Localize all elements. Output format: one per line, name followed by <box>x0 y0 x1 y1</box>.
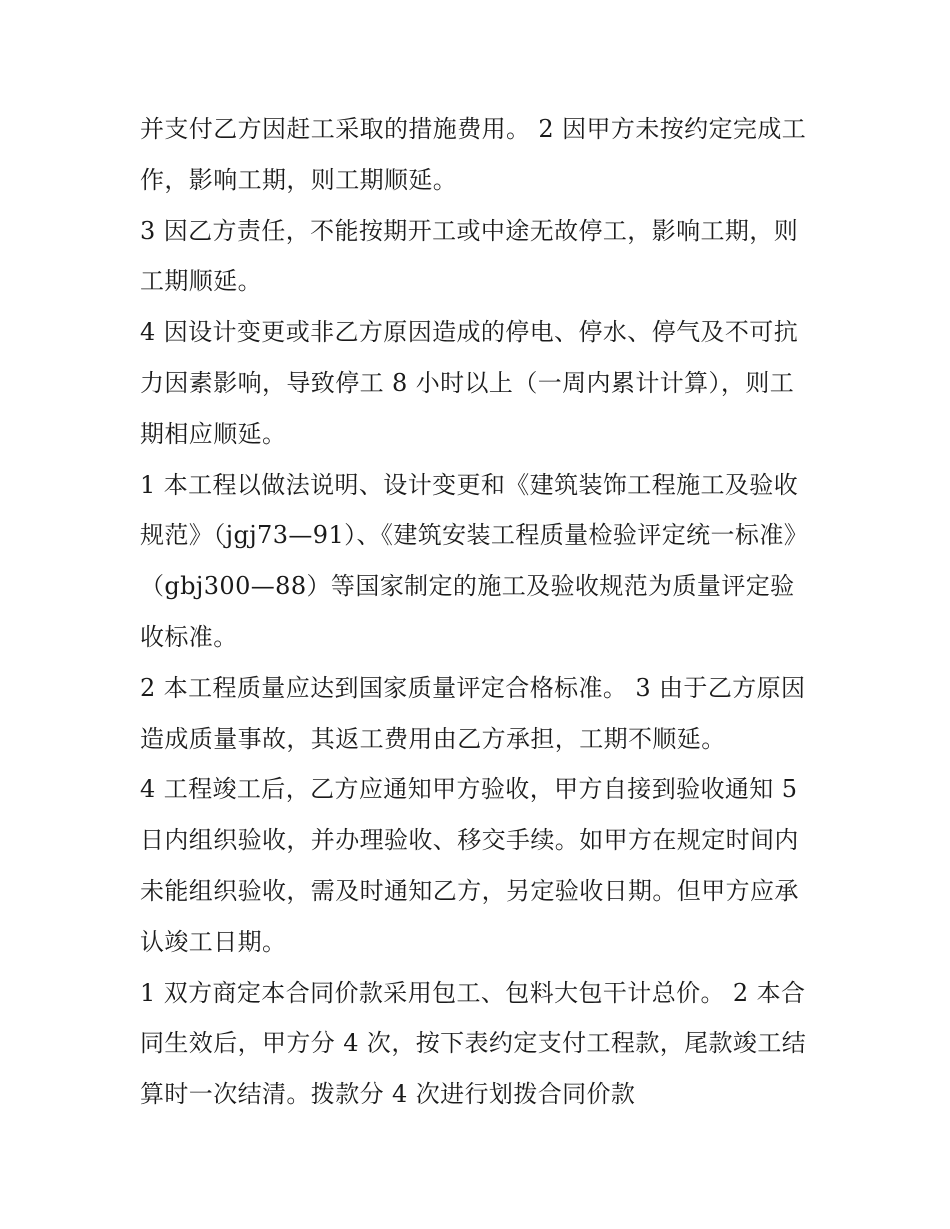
paragraph-1: 并支付乙方因赶工采取的措施费用。 2 因甲方未按约定完成工作，影响工期，则工期顺延。 <box>140 115 807 194</box>
paragraph-2: 3 因乙方责任，不能按期开工或中途无故停工，影响工期，则工期顺延。 <box>140 216 799 296</box>
paragraph-4: 1 本工程以做法说明、设计变更和《建筑装饰工程施工及验收规范》（jgj73—91）、《建筑安装工程质量检验评定统一标准》（gbj300—88）等国家制定的施工及验收规范为质量评定验收标准。 <box>140 470 809 651</box>
document-body <box>140 104 812 1120</box>
paragraph-7: 1 双方商定本合同价款采用包工、包料大包干计总价。 2 本合同生效后，甲方分 4 次，按下表约定支付工程款，尾款竣工结算时一次结清。拨款分 4 次进行划拨合同价款 <box>140 978 807 1109</box>
paragraph-6: 4 工程竣工后，乙方应通知甲方验收，甲方自接到验收通知 5 日内组织验收，并办理验收、移交手续。如甲方在规定时间内未能组织验收，需及时通知乙方，另定验收日期。但甲方应承认竣工日期。 <box>140 775 799 956</box>
paragraph-3: 4 因设计变更或非乙方原因造成的停电、停水、停气及不可抗力因素影响，导致停工 8 小时以上（一周内累计计算），则工期相应顺延。 <box>140 318 799 448</box>
paragraph-5: 2 本工程质量应达到国家质量评定合格标准。 3 由于乙方原因造成质量事故，其返工费用由乙方承担，工期不顺延。 <box>140 673 806 753</box>
